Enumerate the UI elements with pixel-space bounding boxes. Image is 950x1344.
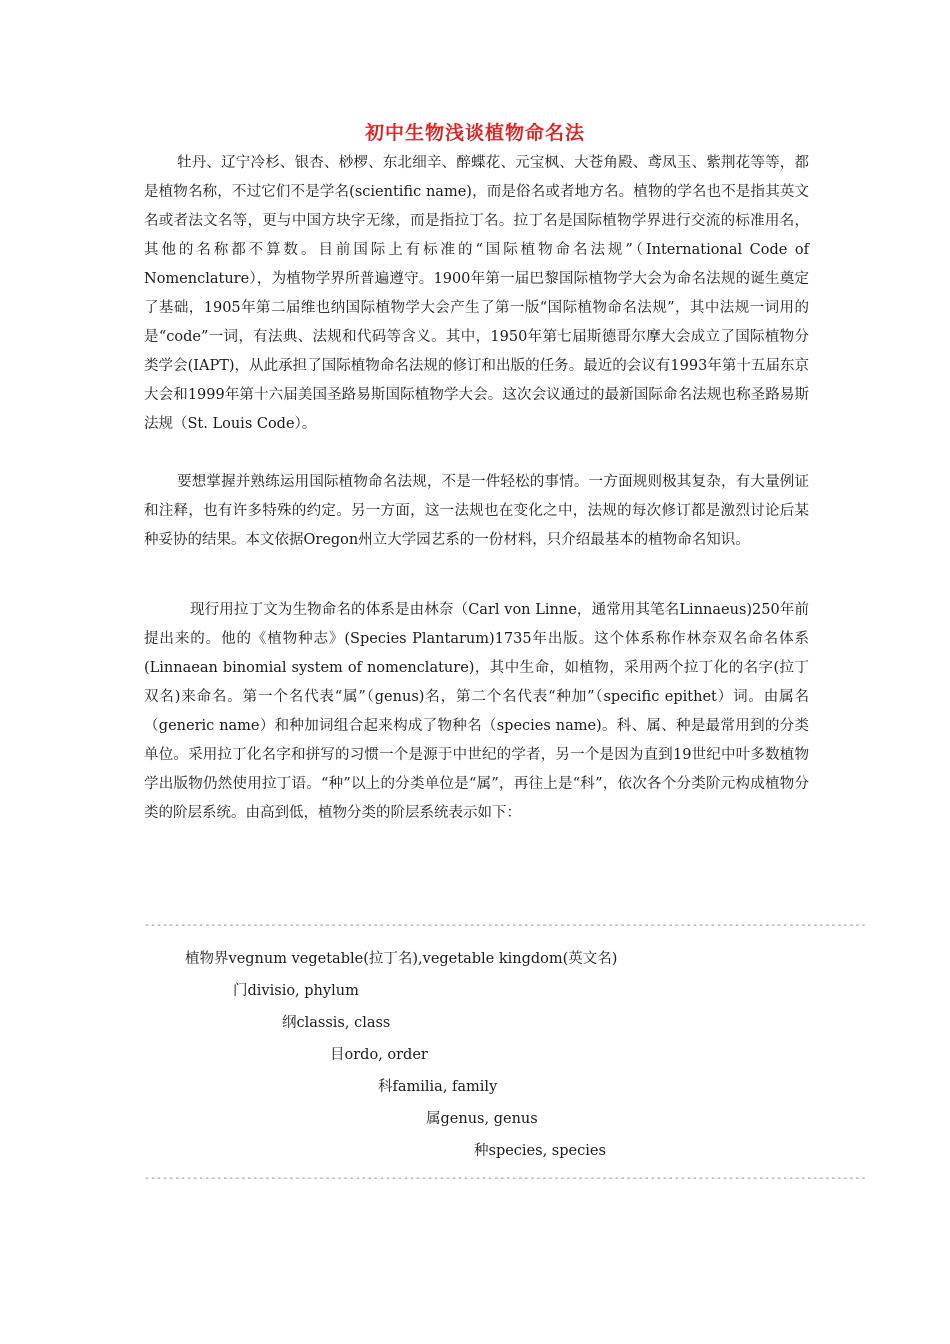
paragraph-code-difficulty: 要想掌握并熟练运用国际植物命名法规，不是一件轻松的事情。一方面规则极其复杂，有大量例证和注释，也有许多特殊的约定。另一方面，这一法规也在变化之中，法规的每次修订都是激烈讨论后某种妥协的结果。本文依据Oregon州立大学园艺系的一份材料，只介绍最基本的植物命名知识。 <box>144 474 809 548</box>
document-title: 初中生物浅谈植物命名法 <box>364 122 585 144</box>
hierarchy-species: 种species, species <box>474 1143 606 1159</box>
divider-bottom: ------------------------------------------------------------------------------------------------------------------------ <box>144 1173 867 1184</box>
hierarchy-class: 纲classis, class <box>282 1015 391 1031</box>
hierarchy-order: 目ordo, order <box>330 1047 428 1063</box>
paragraph-linnaean-system: 现行用拉丁文为生物命名的体系是由林奈（Carl von Linne，通常用其笔名Linnaeus)250年前提出来的。他的《植物种志》(Species Plantarum)1735年出版。这个体系称作林奈双名命名体系(Linnaean binomial system of nomenclature)，其中生命，如植物，采用两个拉丁化的名字(拉丁双名)来命名。第一个名代表“属”（genus)名，第二个名代表“种加”（specific epithet）词。由属名（generic name）和种加词组合起来构成了物种名（species name)。科、属、种是最常用到的分类单位。采用拉丁化名字和拼写的习惯一个是源于中世纪的学者，另一个是因为直到19世纪中叶多数植物学出版物仍然使用拉丁语。“种”以上的分类单位是“属”，再往上是“科”，依次各个分类阶元构成植物分类的阶层系统。由高到低，植物分类的阶层系统表示如下： <box>144 602 809 821</box>
hierarchy-division: 门divisio, phylum <box>233 983 359 999</box>
hierarchy-kingdom: 植物界vegnum vegetable(拉丁名),vegetable kingdom(英文名) <box>185 951 618 967</box>
hierarchy-genus: 属genus, genus <box>426 1111 538 1127</box>
divider-top: ------------------------------------------------------------------------------------------------------------------------ <box>144 920 867 931</box>
paragraph-intro: 牡丹、辽宁冷杉、银杏、桫椤、东北细辛、醉蝶花、元宝枫、大苍角殿、鸢凤玉、紫荆花等等，都是植物名称，不过它们不是学名(scientific name)，而是俗名或者地方名。植物的学名也不是指其英文名或者法文名等，更与中国方块字无缘，而是指拉丁名。拉丁名是国际植物学界进行交流的标准用名，其他的名称都不算数。目前国际上有标准的“国际植物命名法规”（International Code of Nomenclature），为植物学界所普遍遵守。1900年第一届巴黎国际植物学大会为命名法规的诞生奠定了基础，1905年第二届维也纳国际植物学大会产生了第一版“国际植物命名法规”，其中法规一词用的是“code”一词，有法典、法规和代码等含义。其中，1950年第七届斯德哥尔摩大会成立了国际植物分类学会(IAPT)，从此承担了国际植物命名法规的修订和出版的任务。最近的会议有1993年第十五届东京大会和1999年第十六届美国圣路易斯国际植物学大会。这次会议通过的最新国际命名法规也称圣路易斯法规（St. Louis Code）。 <box>144 155 809 432</box>
hierarchy-family: 科familia, family <box>378 1079 498 1095</box>
